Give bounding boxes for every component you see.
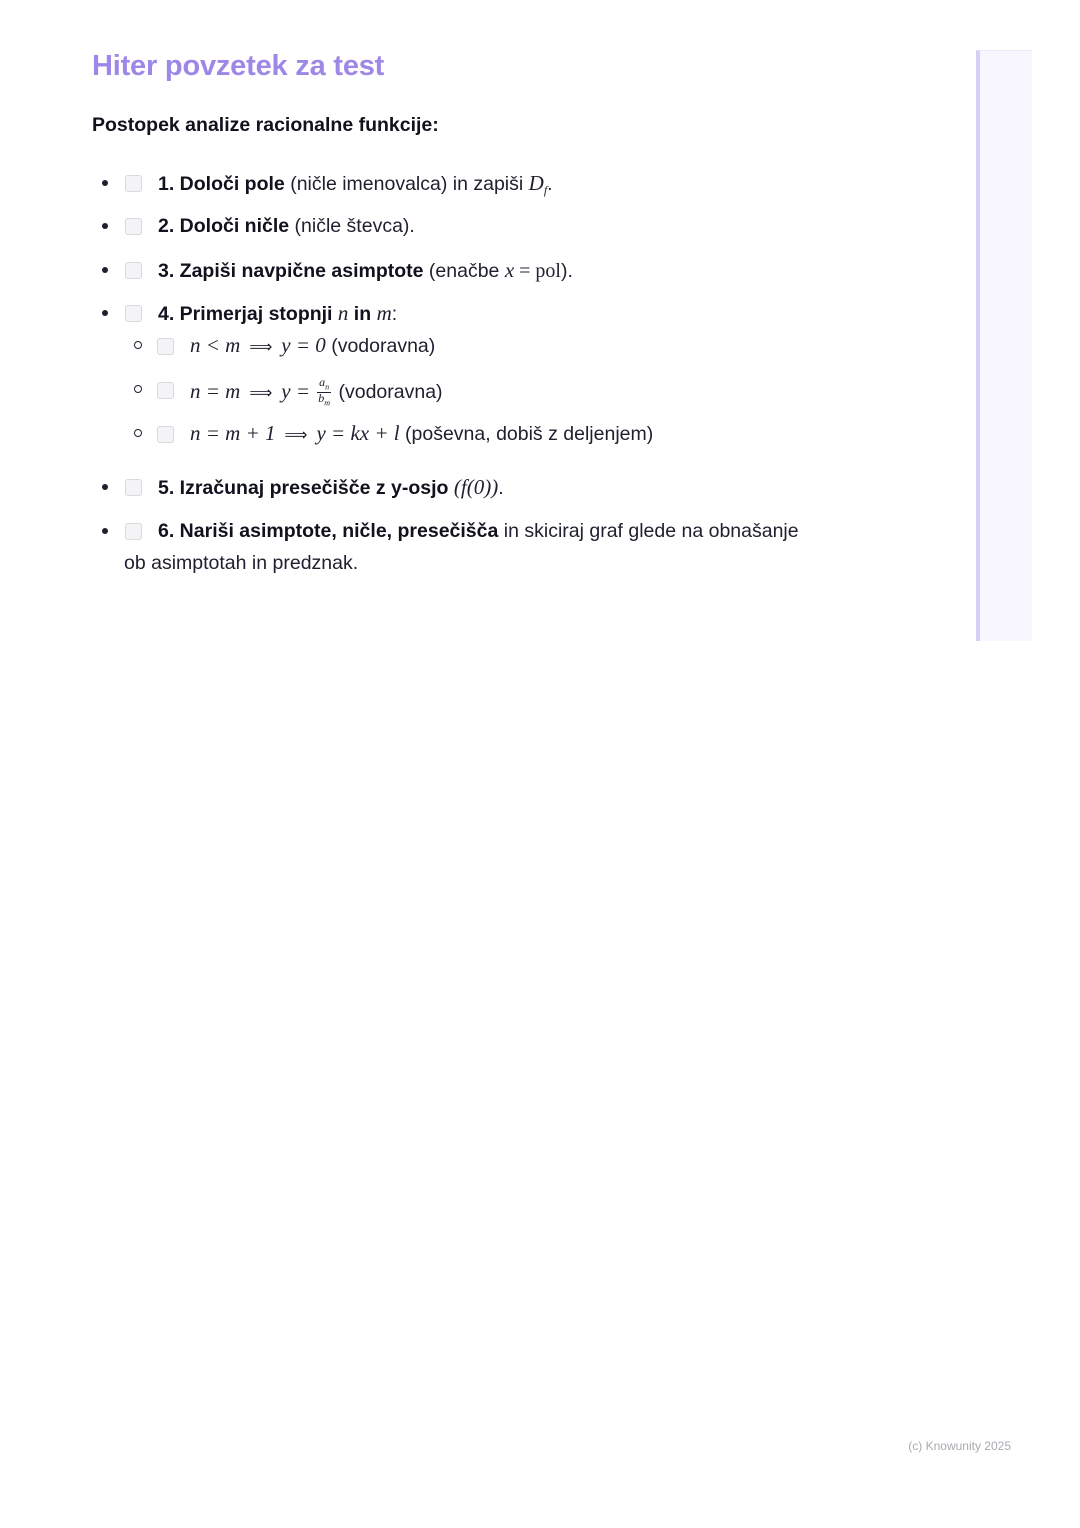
checkbox-item-4[interactable] (125, 305, 142, 322)
item-4-bold: 4. Primerjaj stopnji (158, 303, 338, 325)
item-1-text: (ničle imenovalca) in zapiši (284, 173, 529, 195)
page-title: Hiter povzetek za test (92, 50, 385, 82)
bullet-icon (102, 223, 108, 229)
implies-arrow: ⟹ (249, 337, 273, 356)
checkbox-subitem-4-3[interactable] (157, 426, 174, 443)
side-panel (976, 50, 1032, 641)
hollow-bullet-icon (134, 385, 142, 393)
item-3-bold: 3. Zapiši navpične asimptote (158, 260, 424, 282)
checkbox-subitem-4-2[interactable] (157, 382, 174, 399)
checkbox-item-3[interactable] (125, 262, 142, 279)
bullet-icon (102, 484, 108, 490)
bullet-icon (102, 267, 108, 273)
fraction: $\frac{a_n}{b_m}$ (318, 375, 331, 408)
hollow-bullet-icon (134, 341, 142, 349)
item-2-text: (ničle števca). (289, 215, 415, 237)
bullet-icon (102, 180, 108, 186)
section-heading: Postopek analize racionalne funkcije: (92, 114, 439, 136)
checkbox-item-5[interactable] (125, 479, 142, 496)
item-1-bold: 1. Določi pole (158, 173, 285, 195)
item-3-text: (enačbe (423, 260, 505, 282)
footer-copyright: (c) Knowunity 2025 (908, 1439, 1011, 1453)
item-5-bold: 5. Izračunaj presečišče z y-osjo (158, 477, 449, 499)
bullet-icon (102, 310, 108, 316)
bullet-icon (102, 528, 108, 534)
hollow-bullet-icon (134, 429, 142, 437)
implies-arrow: ⟹ (249, 383, 273, 403)
checkbox-item-6[interactable] (125, 523, 142, 540)
checkbox-item-2[interactable] (125, 218, 142, 235)
checkbox-item-1[interactable] (125, 175, 142, 192)
item-6-bold: 6. Nariši asimptote, ničle, presečišča (158, 520, 499, 542)
implies-arrow: ⟹ (284, 425, 308, 444)
item-1-math: D (528, 171, 544, 195)
checkbox-subitem-4-1[interactable] (157, 338, 174, 355)
item-2-bold: 2. Določi ničle (158, 215, 290, 237)
